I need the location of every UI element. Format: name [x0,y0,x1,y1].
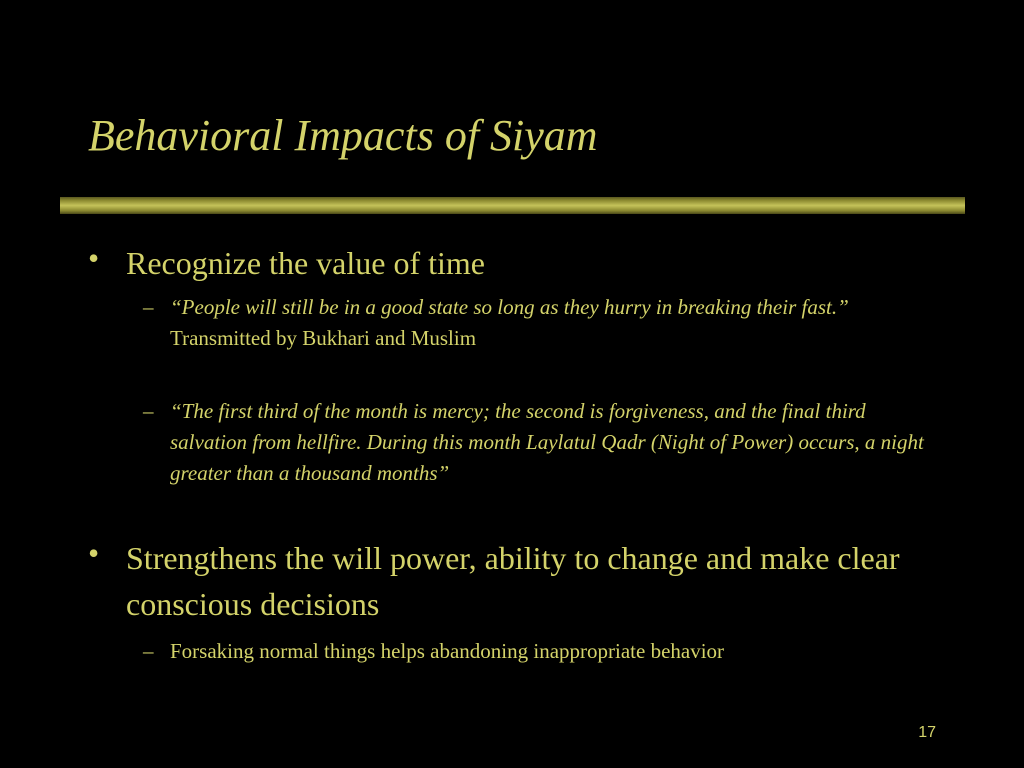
sub-bullet-marker: – [143,295,154,319]
bullet-item [88,240,968,286]
bullet-item [88,535,968,627]
sub-bullet-text [170,292,943,354]
title-divider [60,197,965,214]
sub-bullet-item [143,636,943,667]
sub-bullet-marker: – [143,639,154,663]
sub-bullet-marker: – [143,399,154,423]
sub-bullet-item [143,292,943,354]
attribution-text: Transmitted by Bukhari and Muslim [170,326,477,350]
bullet-text: Recognize the value of time [126,245,485,281]
bullet-text: Strengthens the will power, ability to change and make clear conscious decisions [126,540,900,622]
page-number: 17 [918,724,936,741]
quote-text: “The first third of the month is mercy; the second is forgiveness, and the final third salvation from hellfire. During this month Laylatul Qadr (Night of Power) occurs, a night greater than a thousand months” [170,399,924,485]
slide-title: Behavioral Impacts of Siyam [88,111,598,160]
sub-bullet-item [143,396,943,489]
bullet-marker: • [88,535,100,571]
sub-bullet-text: Forsaking normal things helps abandoning inappropriate behavior [170,639,725,663]
bullet-marker: • [88,240,100,276]
quote-text: “People will still be in a good state so long as they hurry in breaking their fast.” [170,295,849,319]
